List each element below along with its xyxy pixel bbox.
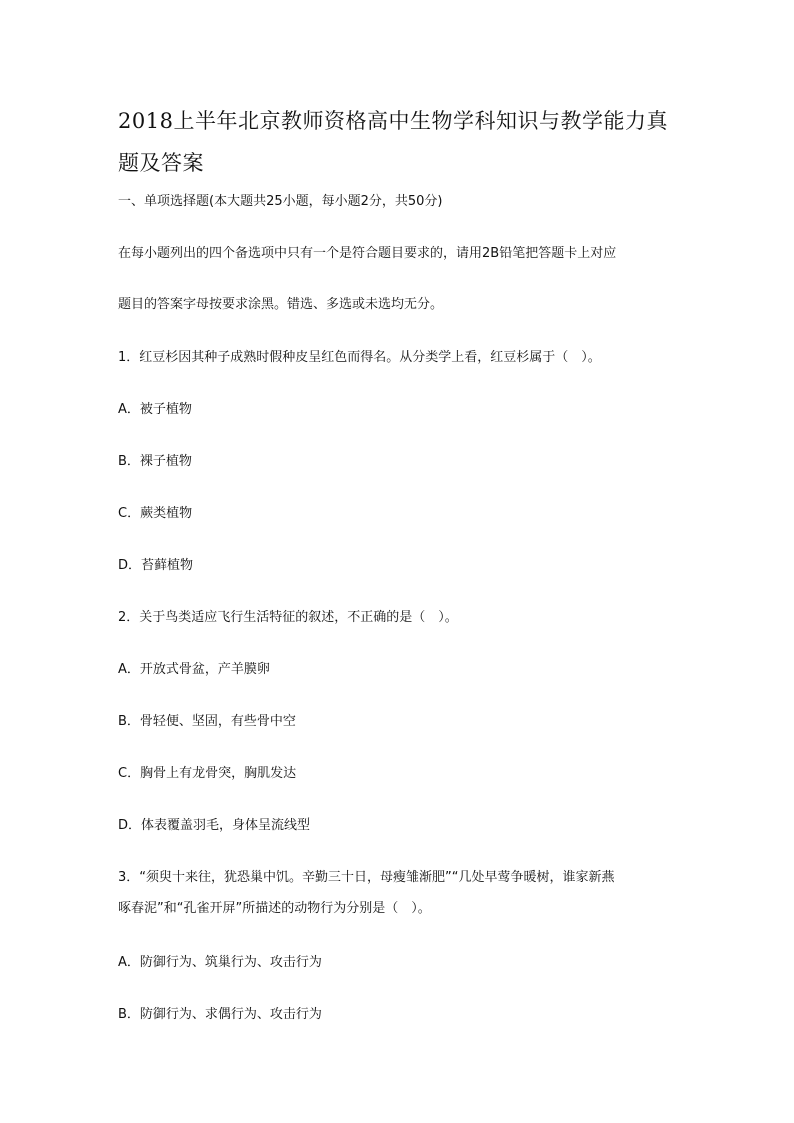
question-2-option-b: B．骨轻便、坚固，有些骨中空: [118, 714, 296, 729]
document-title: [118, 100, 678, 184]
question-1-option-b: B．裸子植物: [118, 454, 192, 469]
question-2-option-a: A．开放式骨盆，产羊膜卵: [118, 662, 270, 677]
question-1-option-c: C．蕨类植物: [118, 506, 193, 521]
question-1-option-a: A．被子植物: [118, 402, 192, 417]
question-2-stem: 2．关于鸟类适应飞行生活特征的叙述，不正确的是（ ）。: [118, 610, 458, 625]
question-3-stem-line-2: 啄春泥”和“孔雀开屏”所描述的动物行为分别是（ ）。: [118, 901, 431, 916]
instructions-line-1: 在每小题列出的四个备选项中只有一个是符合题目要求的，请用2B铅笔把答题卡上对应: [118, 246, 617, 261]
question-3-option-a: A．防御行为、筑巢行为、攻击行为: [118, 955, 322, 970]
question-3-stem-line-1: 3．“须臾十来往，犹恐巢中饥。辛勤三十日，母瘦雏渐肥”“几处早莺争暖树，谁家新燕: [118, 870, 615, 885]
section-heading: 一、单项选择题(本大题共25小题，每小题2分，共50分): [118, 194, 443, 209]
question-3-option-b: B．防御行为、求偶行为、攻击行为: [118, 1007, 322, 1022]
question-2-option-c: C．胸骨上有龙骨突，胸肌发达: [118, 766, 297, 781]
title-line-1: 2018上半年北京教师资格高中生物学科知识与教学能力真: [118, 109, 668, 133]
title-line-2: 题及答案: [118, 151, 204, 175]
question-2-option-d: D．体表覆盖羽毛，身体呈流线型: [118, 818, 311, 833]
question-1-option-d: D．苔藓植物: [118, 558, 194, 573]
instructions-line-2: 题目的答案字母按要求涂黑。错选、多选或未选均无分。: [118, 297, 444, 312]
question-1-stem: 1．红豆杉因其种子成熟时假种皮呈红色而得名。从分类学上看，红豆杉属于（ ）。: [118, 350, 601, 365]
